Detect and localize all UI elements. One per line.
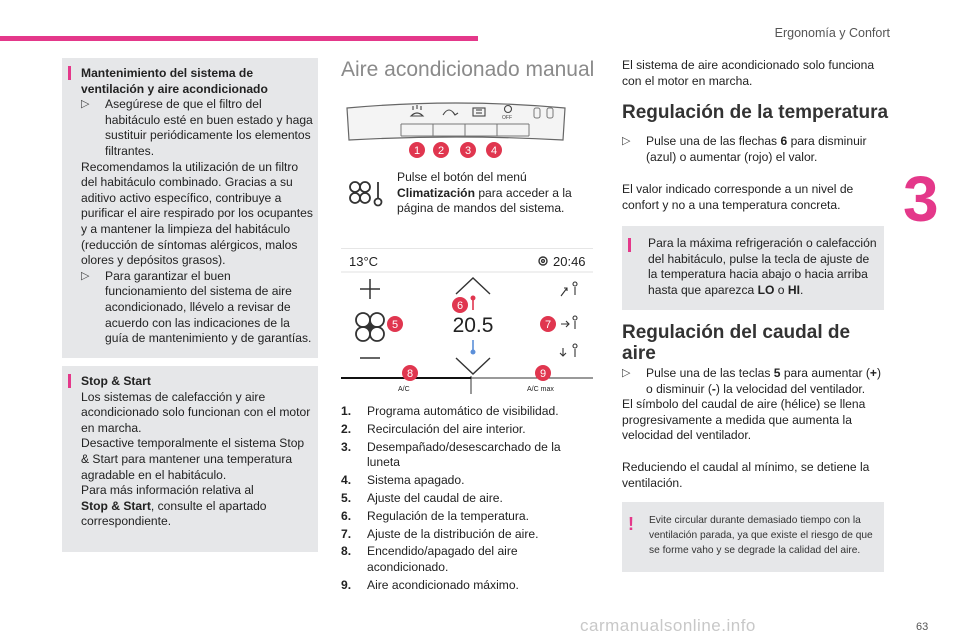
- air-flow-text: ▷ Pulse una de las teclas 5 para aumentar (+) o disminuir (-) la velocidad del ventilador. El símbolo del caudal de aire (hélice) se llena progresivamente a medida que aumenta la velocidad del ventilador.: [622, 366, 884, 444]
- callout-2: 2: [437, 145, 445, 157]
- off-label: OFF: [502, 115, 512, 121]
- section-title: Ergonomía y Confort: [774, 26, 890, 40]
- arrow-bullet-icon: ▷: [81, 269, 90, 282]
- list-item: 2. Recirculación del aire interior.: [341, 421, 526, 436]
- callout-4: 4: [490, 145, 498, 157]
- stop-start-para-1: Los sistemas de calefacción y aire acondicionado solo funcionan con el motor en marcha.: [81, 389, 311, 435]
- menu-instruction: Pulse el botón del menú Climatización para acceder a la página de mandos del sistema.: [397, 170, 572, 216]
- callout-7: 7: [544, 319, 552, 331]
- maintenance-paragraph: Recomendamos la utilización de un filtro del habitáculo combinado. Gracias a su aditivo activo específico, contribuye a purificar el aire respirado por los ocupantes y a mantener la limpieza del habitáculo (reducción de síntomas alérgicos, malos olores y depósitos grasos).: [81, 159, 313, 268]
- climate-menu-icon: [346, 178, 386, 208]
- outside-temperature: 13°C: [349, 254, 379, 269]
- maintenance-bullet-1: ▷ Asegúrese de que el filtro del habitáculo esté en buen estado y haga sustituir periódicamente los elementos filtrantes.: [81, 97, 313, 158]
- panel-callouts: [409, 142, 502, 158]
- stop-start-box: [62, 366, 318, 552]
- lo-hi-box: Para la máxima refrigeración o calefacción del habitáculo, pulse la tecla de ajuste de la temperatura hacia abajo o hacia arriba hasta que aparezca LO o HI.: [622, 226, 884, 310]
- warning-text: Evite circular durante demasiado tiempo con la ventilación parada, ya que existe el riesgo de que se forme vaho y se degrade la calidad del aire.: [649, 515, 873, 557]
- callout-9: 9: [539, 368, 547, 380]
- ac-max-label: A/C max: [527, 386, 554, 393]
- set-temperature: 20.5: [452, 314, 494, 337]
- section-heading: Aire acondicionado manual: [341, 58, 595, 81]
- stop-start-para-3: Para más información relativa al Stop & Start, consulte el apartado correspondiente.: [81, 483, 267, 529]
- stop-start-title: Stop & Start: [81, 374, 151, 388]
- temperature-heading: Regulación de la temperatura: [622, 102, 889, 123]
- warning-icon: !: [628, 514, 634, 534]
- list-item: 7. Ajuste de la distribución de aire.: [341, 526, 539, 541]
- air-flow-paragraph: El símbolo del caudal de aire (hélice) se llena progresivamente a medida que aumenta la velocidad del ventilador.: [622, 397, 866, 443]
- watermark: carmanualsonline.info: [580, 616, 756, 635]
- temperature-paragraph: El valor indicado corresponde a un nivel de confort y no a una temperatura concreta.: [622, 182, 854, 212]
- air-flow-paragraph-2: Reduciendo el caudal al mínimo, se detiene la ventilación.: [622, 460, 870, 490]
- arrow-bullet-icon: ▷: [622, 135, 631, 147]
- box-accent-bar: [68, 374, 71, 388]
- page-number: 63: [916, 621, 929, 633]
- warning-box: [622, 502, 884, 572]
- ac-label: A/C: [398, 386, 410, 393]
- list-item: 8. Encendido/apagado del aire acondicionado.: [341, 544, 518, 575]
- clock: 20:46: [553, 254, 586, 269]
- header-accent-bar: [0, 36, 478, 41]
- maintenance-box: [62, 58, 318, 358]
- maintenance-bullet-2: ▷ Para garantizar el buen funcionamiento del sistema de aire acondicionado, llévelo a revisar de acuerdo con las indicaciones de la guía de mantenimiento y de garantías.: [81, 268, 312, 346]
- callout-8: 8: [406, 368, 414, 380]
- list-item: 9. Aire acondicionado máximo.: [341, 577, 519, 592]
- callout-5: 5: [391, 319, 399, 331]
- box-accent-bar: [628, 238, 631, 252]
- stop-start-para-2: Desactive temporalmente el sistema Stop & Start para mantener una temperatura agradable en el habitáculo.: [81, 436, 305, 482]
- arrow-bullet-icon: ▷: [622, 367, 631, 379]
- list-item: 6. Regulación de la temperatura.: [341, 508, 530, 523]
- list-item: 3. Desempañado/desescarchado de la luneta: [341, 439, 561, 470]
- temperature-bullet: ▷ Pulse una de las flechas 6 para disminuir (azul) o aumentar (rojo) el valor.: [622, 134, 867, 164]
- callout-1: 1: [413, 145, 421, 157]
- callout-6: 6: [456, 300, 464, 312]
- control-panel-illustration: [341, 100, 571, 160]
- chapter-number: 3: [903, 163, 939, 235]
- air-flow-heading: Regulación del caudal de aire: [622, 322, 851, 364]
- intro-paragraph: El sistema de aire acondicionado solo funciona con el motor en marcha.: [622, 58, 875, 88]
- list-item: 4. Sistema apagado.: [341, 473, 465, 488]
- list-item: 1. Programa automático de visibilidad.: [341, 404, 559, 418]
- callout-3: 3: [464, 145, 472, 157]
- maintenance-title: Mantenimiento del sistema de ventilación y aire acondicionado: [81, 66, 268, 96]
- arrow-bullet-icon: ▷: [81, 98, 90, 111]
- legend-list: [341, 404, 581, 596]
- box-accent-bar: [68, 66, 71, 80]
- list-item: 5. Ajuste del caudal de aire.: [341, 490, 503, 505]
- climate-screen-illustration: [341, 248, 593, 396]
